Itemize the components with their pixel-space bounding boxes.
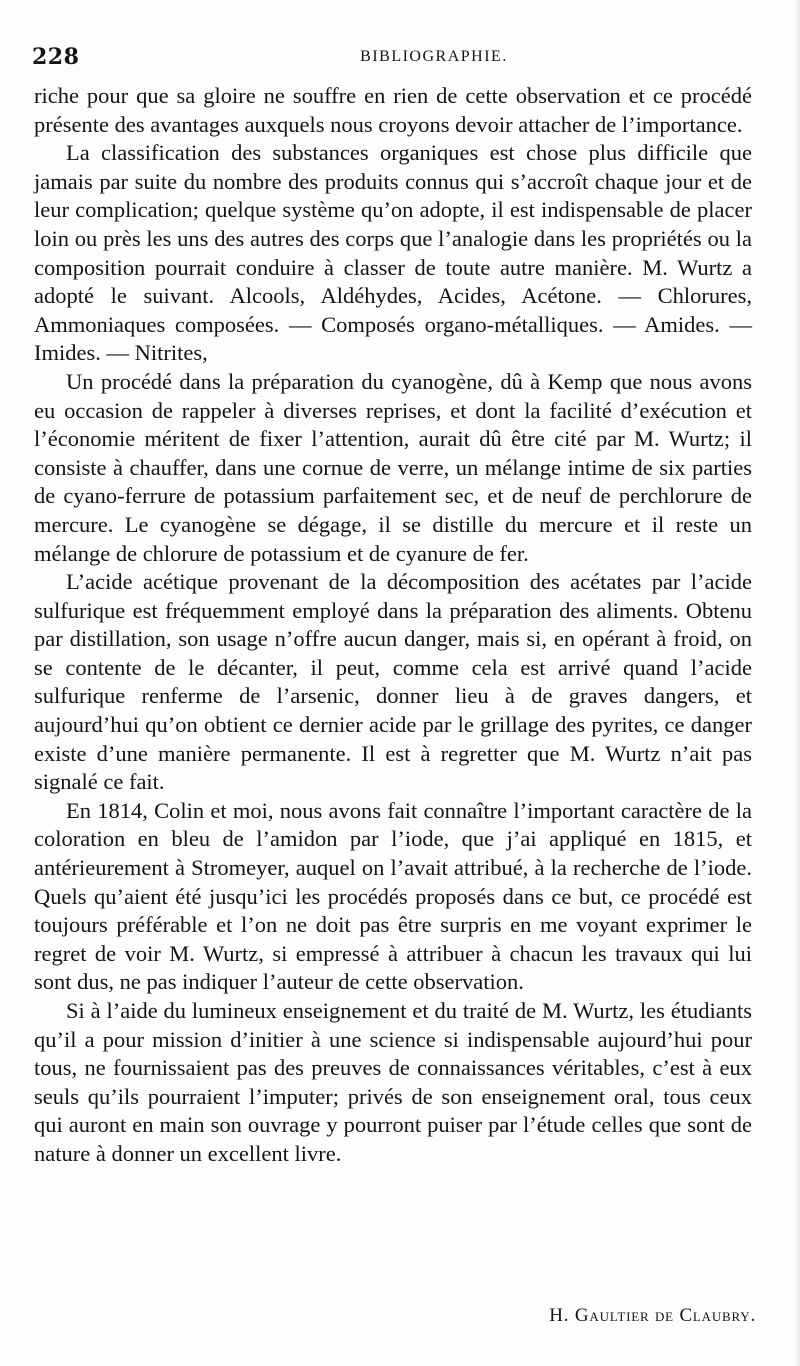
page-header [28, 44, 770, 74]
author-signature: H. Gaultier de Claubry. [549, 1305, 756, 1326]
paragraph-cyanogene: Un procédé dans la préparation du cyanogène, dû à Kemp que nous avons eu occasion de rappeler à diverses reprises, et dont la facilité d’exécution et l’économie méritent de fixer l’attention, aurait dû être cité par M. Wurtz; il consiste à chauffer, dans une cornue de verre, un mélange intime de six parties de cyano-ferrure de potassium parfaitement sec, et de neuf de perchlorure de mercure. Le cyanogène se dégage, il se distille du mercure et il reste un mélange de chlorure de potassium et de cyanure de fer. [34, 368, 752, 566]
paragraph-classification: La classification des substances organiques est chose plus difficile que jamais par suite du nombre des produits connus qui s’accroît chaque jour et de leur complication; quelque système qu’on adopte, il est indispensable de placer loin ou près les uns des autres des corps que l’analogie dans les propriétés ou la composition pourrait conduire à classer de toute autre manière. M. Wurtz a adopté le suivant. Alcools, Aldéhydes, Acides, Acétone. — Chlorures, Ammoniaques composées. — Composés organo-métalliques. — Amides. — Imides. — Nitrites, [34, 140, 752, 366]
paragraph-iode: En 1814, Colin et moi, nous avons fait connaître l’important caractère de la coloration en bleu de l’amidon par l’iode, que j’ai appliqué en 1815, et antérieurement à Stromeyer, auquel on l’avait attribué, à la recherche de l’iode. Quels qu’aient été jusqu’ici les procédés proposés dans ce but, ce procédé est toujours préférable et l’on ne doit pas être surpris en me voyant exprimer le regret de voir M. Wurtz, si empressé à attribuer à chacun les travaux qui lui sont dus, ne pas indiquer l’auteur de cette observation. [34, 797, 752, 995]
paragraph-conclusion: Si à l’aide du lumineux enseignement et du traité de M. Wurtz, les étudiants qu’il a pour mission d’initier à une science si indispensable aujourd’hui pour tous, ne fournissaient pas des preuves de connaissances véritables, c’est à eux seuls qu’ils pourraient l’imputer; privés de son enseignement oral, tous ceux qui auront en main son ouvrage y pourront puiser par l’étude celles que sont de nature à donner un excellent livre. [34, 998, 752, 1166]
page-edge-shadow [794, 0, 800, 1366]
running-title: BIBLIOGRAPHIE. [360, 48, 508, 65]
body-text [34, 82, 752, 1169]
paragraph-acide-acetique: L’acide acétique provenant de la décomposition des acétates par l’acide sulfurique est fréquemment employé dans la préparation des aliments. Obtenu par distillation, son usage n’offre aucun danger, mais si, en opérant à froid, on se contente de le décanter, il peut, comme cela est arrivé quand l’acide sulfurique renferme de l’arsenic, donner lieu à de graves dangers, et aujourd’hui qu’on obtient ce dernier acide par le grillage des pyrites, ce danger existe d’une manière permanente. Il est à regretter que M. Wurtz n’ait pas signalé ce fait. [34, 569, 752, 795]
page-number: 228 [32, 44, 80, 70]
paragraph-continuation: riche pour que sa gloire ne souffre en rien de cette observation et ce procédé présente des avantages auxquels nous croyons devoir attacher de l’importance. [34, 83, 752, 137]
